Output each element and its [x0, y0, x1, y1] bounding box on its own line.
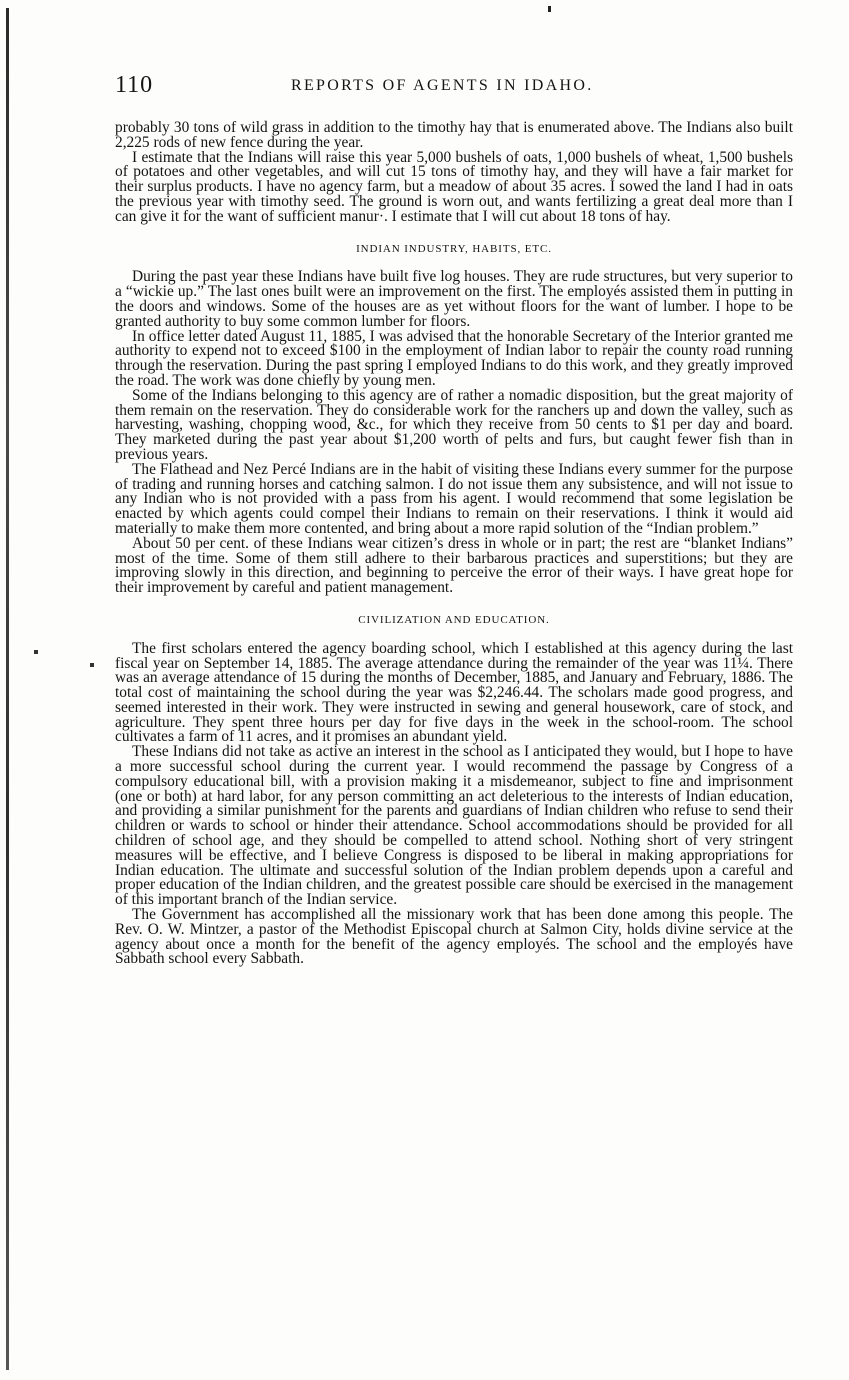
- page-number: 110: [115, 72, 154, 98]
- paragraph-log-houses: During the past year these Indians have built five log houses. They are rude structures, but very superior to a “wickie up.” The last ones built were an improvement on the first. The employés assisted them in putting in the doors and windows. Some of the houses are as yet without floors for the want of lumber. I hope to be granted authority to buy some common lumber for floors.: [115, 268, 793, 330]
- scan-binding-edge: [6, 8, 9, 1370]
- page-header: [115, 72, 805, 102]
- margin-mark: [34, 650, 38, 654]
- running-head: REPORTS OF AGENTS IN IDAHO.: [291, 77, 594, 94]
- paragraph-continuation: probably 30 tons of wild grass in addition to the timothy hay that is enumerated above. The Indians also built 2,225 rods of new fence during the year.: [115, 119, 793, 151]
- paragraph-missionary-work: The Government has accomplished all the missionary work that has been done among this people. The Rev. O. W. Mintzer, a pastor of the Methodist Episcopal church at Salmon City, holds divine service at the agency about once a month for the benefit of the agency employés. The school and the employés have Sabbath school every Sabbath.: [115, 906, 793, 968]
- paragraph-compulsory-education: These Indians did not take as active an interest in the school as I anticipated they would, but I hope to have a more successful school during the current year. I would recommend the passage by Congress of a compulsory educational bill, with a provision making it a misdemeanor, subject to fine and imprisonment (one or both) at hard labor, for any person committing an act deleterious to the interests of Indian education, and providing a similar punishment for the parents and guardians of Indian children who refuse to send their children or wards to school or hinder their attendance. School accommodations should be provided for all children of school age, and they should be compelled to attend school. Nothing short of very stringent measures will be effective, and I believe Congress is disposed to be liberal in making appropriations for Indian education. The ultimate and successful solution of the Indian problem depends upon a careful and proper education of the Indian children, and the greatest possible care should be exercised in the management of this important branch of the Indian service.: [115, 743, 793, 909]
- paragraph-dress: About 50 per cent. of these Indians wear citizen’s dress in whole or in part; the rest are “blanket Indians” most of the time. Some of them still adhere to their barbarous practices and superstitions; but they are improving slowly in this direction, and beginning to perceive the error of their ways. I have great hope for their improvement by careful and patient management.: [115, 534, 793, 597]
- margin-mark: [90, 663, 94, 667]
- paragraph-visiting-tribes: The Flathead and Nez Percé Indians are in the habit of visiting these Indians every summer for the purpose of trading and running horses and catching salmon. I do not issue them any subsistence, and will not issue to any Indian who is not provided with a pass from his agent. I would recommend that some legislation be enacted by which agents could compel their Indians to remain on their reservations. I think it would aid materially to make them more contented, and bring about a more rapid solution of the “Indian problem.”: [115, 460, 793, 537]
- section-heading-industry: INDIAN INDUSTRY, HABITS, ETC.: [356, 242, 552, 255]
- section-heading-civilization: CIVILIZATION AND EDUCATION.: [358, 613, 550, 626]
- report-body: [115, 121, 793, 967]
- paragraph-crop-estimate: I estimate that the Indians will raise this year 5,000 bushels of oats, 1,000 bushels of wheat, 1,500 bushels of potatoes and other vegetables, and will cut 15 tons of timothy hay, and they will have a fair market for their surplus products. I have no agency farm, but a meadow of about 35 acres. I sowed the land I had in oats the previous year with timothy seed. The ground is worn out, and wants fertilizing a great deal more than I can give it for the want of sufficient manur·. I estimate that I will cut about 18 tons of hay.: [115, 148, 793, 225]
- scan-artifact: [548, 6, 551, 12]
- paragraph-county-road: In office letter dated August 11, 1885, I was advised that the honorable Secretary of the Interior granted me authority to expend not to exceed $100 in the employment of Indian labor to repair the county road running through the reservation. During the past spring I employed Indians to do this work, and they greatly improved the road. The work was done chiefly by young men.: [115, 327, 793, 389]
- paragraph-boarding-school: The first scholars entered the agency boarding school, which I established at this agency during the last fiscal year on September 14, 1885. The average attendance during the remainder of the year was 11¼. There was an average attendance of 15 during the months of December, 1885, and January and February, 1886. The total cost of maintaining the school during the year was $2,246.44. The scholars made good progress, and seemed interested in their work. They were instructed in sewing and general housework, care of stock, and agriculture. They spent three hours per day for five days in the week in the school-room. The school cultivates a farm of 11 acres, and it promises an abundant yield.: [115, 639, 793, 746]
- paragraph-nomadic: Some of the Indians belonging to this agency are of rather a nomadic disposition, but the great majority of them remain on the reservation. They do considerable work for the ranchers up and down the valley, such as harvesting, washing, chopping wood, &c., for which they receive from 50 cents to $1 per day and board. They marketed during the past year about $1,200 worth of pelts and furs, but caught fewer fish than in previous years.: [115, 386, 793, 463]
